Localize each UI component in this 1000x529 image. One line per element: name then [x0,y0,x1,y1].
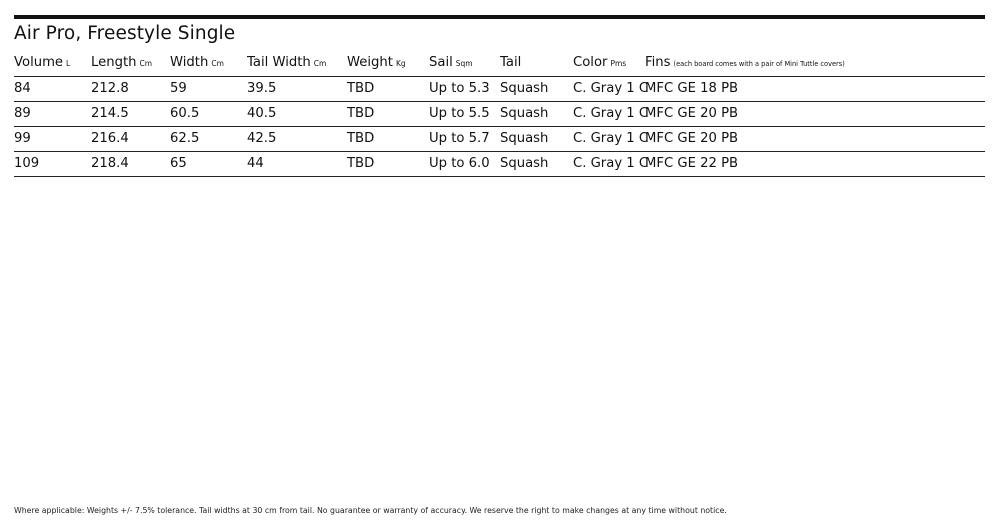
cell-width: 60.5 [170,106,200,121]
column-header-unit: Sqm [455,59,473,68]
cell-weight: TBD [347,106,375,121]
column-header-weight [347,55,406,70]
cell-volume: 109 [14,156,40,171]
cell-weight: TBD [347,156,375,171]
column-header-label: Color [573,55,608,70]
cell-length: 214.5 [91,106,129,121]
column-header-label: Fins [645,55,671,70]
column-header-fins [645,55,845,70]
column-header-label: Width [170,55,209,70]
cell-fins: MFC GE 20 PB [645,131,739,146]
table-row [14,127,985,152]
cell-tail: Squash [500,131,549,146]
cell-sail: Up to 6.0 [429,156,490,171]
cell-volume: 89 [14,106,31,121]
cell-width: 62.5 [170,131,200,146]
cell-length: 218.4 [91,156,129,171]
cell-fins: MFC GE 20 PB [645,106,739,121]
column-header-tail [500,55,521,70]
cell-tail-width: 42.5 [247,131,277,146]
column-header-unit: L [66,59,71,68]
cell-length: 212.8 [91,81,129,96]
cell-color: C. Gray 1 C [573,106,649,121]
table-row [14,77,985,102]
cell-width: 65 [170,156,187,171]
column-header-label: Sail [429,55,453,70]
column-header-label: Length [91,55,137,70]
cell-tail-width: 40.5 [247,106,277,121]
cell-length: 216.4 [91,131,129,146]
top-rule [14,15,985,19]
cell-weight: TBD [347,81,375,96]
cell-sail: Up to 5.7 [429,131,490,146]
table-row [14,152,985,177]
column-header-label: Volume [14,55,64,70]
cell-color: C. Gray 1 C [573,156,649,171]
column-header-sail [429,55,473,70]
cell-volume: 99 [14,131,31,146]
cell-volume: 84 [14,81,31,96]
column-header-unit: Cm [313,59,327,68]
cell-tail-width: 44 [247,156,264,171]
column-header-label: Weight [347,55,393,70]
table-header-row [14,50,985,77]
column-header-unit: Kg [395,59,406,68]
cell-sail: Up to 5.5 [429,106,490,121]
cell-sail: Up to 5.3 [429,81,490,96]
cell-color: C. Gray 1 C [573,131,649,146]
column-header-volume [14,55,70,70]
column-header-label: Tail Width [247,55,311,70]
column-header-unit: Cm [139,59,153,68]
cell-tail: Squash [500,156,549,171]
cell-tail: Squash [500,106,549,121]
disclaimer-text: Where applicable: Weights +/- 7.5% tolerance. Tail widths at 30 cm from tail. No guarantee or warranty of accuracy. We reserve the right to make changes at any time without notice. [14,506,727,515]
column-header-width [170,55,224,70]
specs-table [14,50,985,177]
column-header-tail-width [247,55,326,70]
cell-tail: Squash [500,81,549,96]
cell-color: C. Gray 1 C [573,81,649,96]
column-header-unit: Pms [610,59,627,68]
column-header-note: (each board comes with a pair of Mini Tuttle covers) [673,60,845,68]
column-header-color [573,55,626,70]
page-title: Air Pro, Freestyle Single [14,23,236,44]
cell-weight: TBD [347,131,375,146]
column-header-label: Tail [500,55,522,70]
cell-fins: MFC GE 22 PB [645,156,739,171]
cell-fins: MFC GE 18 PB [645,81,739,96]
cell-width: 59 [170,81,187,96]
column-header-unit: Cm [211,59,224,68]
table-row [14,102,985,127]
column-header-length [91,55,152,70]
cell-tail-width: 39.5 [247,81,277,96]
